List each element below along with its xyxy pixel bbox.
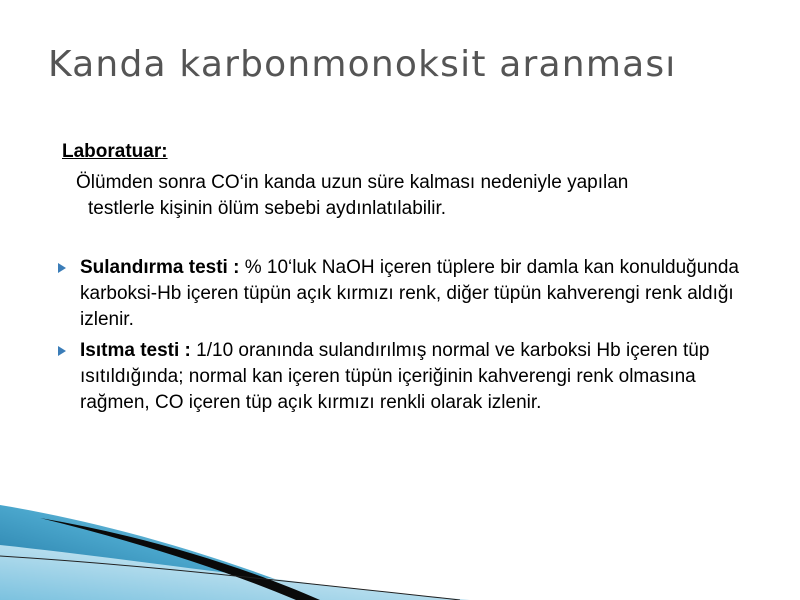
triangle-right-icon bbox=[58, 346, 66, 356]
laboratory-heading: Laboratuar: bbox=[62, 141, 168, 162]
bullet-text bbox=[80, 255, 760, 333]
bullet-term: Sulandırma testi : bbox=[80, 257, 245, 278]
slide-title: Kanda karbonmonoksit aranması bbox=[48, 44, 677, 85]
laboratory-description: Ölümden sonra CO‘in kanda uzun süre kalması nedeniyle yapılan testlerle kişinin ölüm sebebi aydınlatılabilir. bbox=[76, 172, 629, 219]
swoosh-light-band bbox=[0, 545, 470, 600]
bullet-term: Isıtma testi : bbox=[80, 340, 197, 361]
bullet-description: % 10‘luk NaOH içeren tüplere bir damla kan konulduğunda karboksi-Hb içeren tüpün açık kırmızı renk, diğer tüpün kahverengi renk aldığı izlenir. bbox=[80, 257, 739, 330]
swoosh-dark-stroke bbox=[40, 518, 320, 600]
triangle-right-icon bbox=[58, 263, 66, 273]
swoosh-thin-line bbox=[0, 556, 460, 600]
bullet-item-heating-test bbox=[58, 338, 758, 416]
bullet-text bbox=[80, 338, 760, 416]
bullet-description: 1/10 oranında sulandırılmış normal ve karboksi Hb içeren tüp ısıtıldığında; normal kan içeren tüpün içeriğinin kahverengi renk olmasına rağmen, CO içeren tüp açık kırmızı renkli olarak izlenir. bbox=[80, 340, 710, 413]
swoosh-teal-band bbox=[0, 505, 330, 600]
bullet-item-dilution-test bbox=[58, 255, 758, 333]
